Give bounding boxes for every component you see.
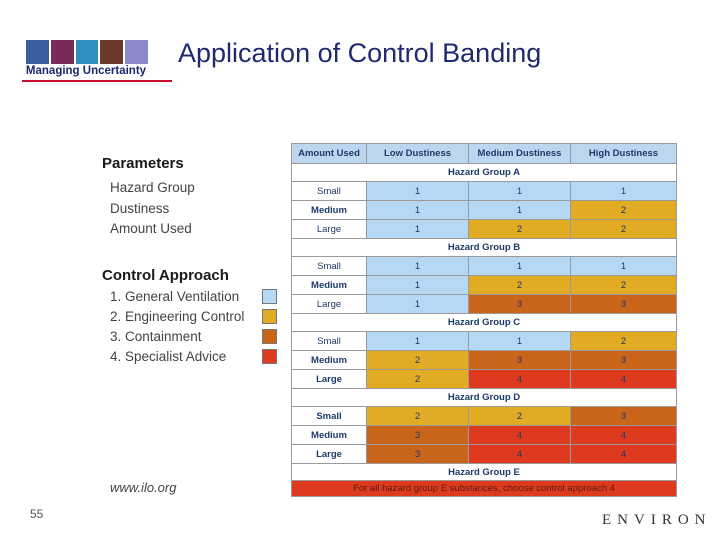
table-row	[292, 426, 676, 444]
value-cell: 4	[469, 445, 571, 463]
table-row	[292, 445, 676, 463]
value-cell: 4	[571, 426, 676, 444]
value-cell: 3	[469, 295, 571, 313]
control-approach-item: 4. Specialist Advice	[110, 349, 227, 364]
control-banding-table	[291, 143, 677, 497]
control-approach-item: 2. Engineering Control	[110, 309, 245, 324]
logo-caption: Managing Uncertainty	[22, 64, 150, 77]
amount-cell: Medium	[292, 426, 367, 444]
group-d-label: Hazard Group D	[292, 389, 676, 406]
approach-2-swatch	[262, 309, 277, 324]
value-cell: 3	[571, 351, 676, 369]
table-row	[292, 481, 676, 496]
amount-cell: Small	[292, 257, 367, 275]
approach-1-swatch	[262, 289, 277, 304]
control-approach-item: 3. Containment	[110, 329, 202, 344]
value-cell: 4	[469, 426, 571, 444]
amount-cell: Large	[292, 295, 367, 313]
header-medium-dustiness: Medium Dustiness	[469, 144, 571, 163]
table-row	[292, 332, 676, 350]
value-cell: 1	[367, 201, 469, 219]
value-cell: 3	[367, 426, 469, 444]
value-cell: 2	[367, 351, 469, 369]
value-cell: 1	[367, 182, 469, 200]
value-cell: 1	[367, 257, 469, 275]
value-cell: 1	[469, 332, 571, 350]
environ-logo: ENVIRON	[602, 512, 712, 528]
parameter-item: Amount Used	[110, 221, 192, 236]
slide-title: Application of Control Banding	[178, 38, 542, 68]
page-number: 55	[30, 507, 44, 521]
table-row	[292, 201, 676, 219]
approach-3-swatch	[262, 329, 277, 344]
value-cell: 1	[469, 182, 571, 200]
header-high-dustiness: High Dustiness	[571, 144, 676, 163]
header-amount-used: Amount Used	[292, 144, 367, 163]
value-cell: 2	[469, 407, 571, 425]
value-cell: 1	[571, 182, 676, 200]
table-header-row	[292, 144, 676, 163]
amount-cell: Small	[292, 182, 367, 200]
amount-cell: Large	[292, 370, 367, 388]
amount-cell: Large	[292, 445, 367, 463]
value-cell: 2	[367, 407, 469, 425]
group-c-label: Hazard Group C	[292, 314, 676, 331]
managing-uncertainty-logo	[22, 38, 150, 84]
group-e-label: Hazard Group E	[292, 464, 676, 480]
value-cell: 4	[571, 445, 676, 463]
table-row	[292, 220, 676, 238]
group-row	[292, 239, 676, 256]
approach-4-swatch	[262, 349, 277, 364]
table-row	[292, 257, 676, 275]
value-cell: 2	[469, 220, 571, 238]
value-cell: 3	[367, 445, 469, 463]
value-cell: 3	[571, 295, 676, 313]
source-url: www.ilo.org	[110, 480, 177, 495]
value-cell: 2	[571, 220, 676, 238]
amount-cell: Small	[292, 332, 367, 350]
group-row	[292, 314, 676, 331]
value-cell: 4	[571, 370, 676, 388]
group-a-label: Hazard Group A	[292, 164, 676, 181]
value-cell: 3	[571, 407, 676, 425]
value-cell: 1	[367, 220, 469, 238]
value-cell: 1	[367, 332, 469, 350]
table-row	[292, 295, 676, 313]
amount-cell: Medium	[292, 276, 367, 294]
table-row	[292, 351, 676, 369]
group-row	[292, 389, 676, 406]
group-row	[292, 164, 676, 181]
parameter-item: Dustiness	[110, 201, 170, 216]
table-row	[292, 182, 676, 200]
value-cell: 2	[367, 370, 469, 388]
parameters-heading: Parameters	[102, 155, 184, 172]
table-row	[292, 276, 676, 294]
control-approach-item: 1. General Ventilation	[110, 289, 240, 304]
value-cell: 2	[571, 332, 676, 350]
parameter-item: Hazard Group	[110, 180, 195, 195]
control-approach-heading: Control Approach	[102, 267, 229, 284]
value-cell: 1	[469, 257, 571, 275]
table-row	[292, 407, 676, 425]
value-cell: 1	[367, 295, 469, 313]
amount-cell: Medium	[292, 351, 367, 369]
value-cell: 2	[571, 276, 676, 294]
group-b-label: Hazard Group B	[292, 239, 676, 256]
header-low-dustiness: Low Dustiness	[367, 144, 469, 163]
amount-cell: Small	[292, 407, 367, 425]
value-cell: 3	[469, 351, 571, 369]
amount-cell: Large	[292, 220, 367, 238]
value-cell: 2	[571, 201, 676, 219]
value-cell: 4	[469, 370, 571, 388]
value-cell: 1	[469, 201, 571, 219]
group-row	[292, 464, 676, 480]
table-row	[292, 370, 676, 388]
value-cell: 2	[469, 276, 571, 294]
group-e-note: For all hazard group E substances, choose control approach 4	[292, 481, 676, 496]
value-cell: 1	[571, 257, 676, 275]
amount-cell: Medium	[292, 201, 367, 219]
logo-underline	[22, 80, 172, 82]
value-cell: 1	[367, 276, 469, 294]
